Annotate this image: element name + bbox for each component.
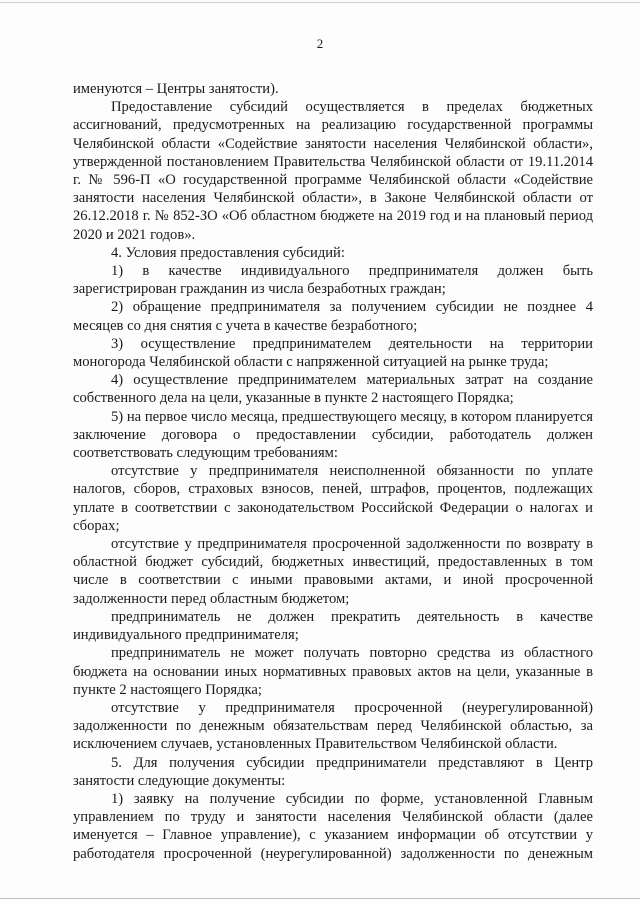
scan-edge-bottom	[0, 898, 640, 899]
paragraph-condition-2: 2) обращение предпринимателя за получением субсидии не позднее 4 месяцев со дня снятия с учета в качестве безработного;	[73, 299, 593, 334]
page-number: 2	[316, 36, 324, 51]
scan-edge-top	[0, 2, 640, 3]
paragraph-section-5-heading: 5. Для получения субсидии предприниматели представляют в Центр занятости следующие документы:	[73, 754, 593, 789]
paragraph-condition-4: 4) осуществление предпринимателем материальных затрат на создание собственного дела на цели, указанные в пункте 2 настоящего Порядка;	[73, 372, 593, 407]
paragraph-requirement-obligations: отсутствие у предпринимателя просроченной (неурегулированной) задолженности по денежным обязательствам перед Челябинской областью, за исключением случаев, установленных Правительством Челябинской области.	[73, 699, 593, 753]
paragraph-requirement-taxes: отсутствие у предпринимателя неисполненной обязанности по уплате налогов, сборов, страховых взносов, пеней, штрафов, процентов, подлежащих уплате в соответствии с законодательством Российской Федерации о налогах и сборах;	[73, 463, 593, 534]
paragraph-requirement-repeat-funds: предприниматель не может получать повторно средства из областного бюджета на основании иных нормативных правовых актов на цели, указанные в пункте 2 настоящего Порядка;	[73, 645, 593, 698]
paragraph-requirement-activity: предприниматель не должен прекратить деятельность в качестве индивидуального предпринимателя;	[73, 608, 593, 644]
paragraph-requirement-budget-debt: отсутствие у предпринимателя просроченной задолженности по возврату в областной бюджет субсидий, бюджетных инвестиций, предоставленных в том числе в соответствии с иными правовыми актами, и иной просроченной задолженности перед областным бюджетом;	[73, 536, 593, 607]
paragraph-section-4-heading: 4. Условия предоставления субсидий:	[111, 244, 345, 261]
paragraph-condition-1: 1) в качестве индивидуального предпринимателя должен быть зарегистрирован гражданин из числа безработных граждан;	[73, 263, 593, 298]
paragraph-condition-5: 5) на первое число месяца, предшествующего месяцу, в котором планируется заключение договора о предоставлении субсидии, работодатель должен соответствовать следующим требованиям:	[73, 408, 593, 462]
document-body	[73, 80, 593, 863]
paragraph-subsidy-funding: Предоставление субсидий осуществляется в пределах бюджетных ассигнований, предусмотренных на реализацию государственной программы Челябинской области «Содействие занятости населения Челябинской области», утвержденной постановлением Правительства Челябинской области от 19.11.2014 г. № 596-П «О государственной программе Челябинской области «Содействие занятости населения Челябинской области», в Законе Челябинской области от 26.12.2018 г. № 852-ЗО «Об областном бюджете на 2019 год и на плановый период 2020 и 2021 годов».	[73, 99, 593, 243]
paragraph-condition-3: 3) осуществление предпринимателем деятельности на территории моногорода Челябинской области с напряженной ситуацией на рынке труда;	[73, 335, 593, 371]
paragraph-document-1: 1) заявку на получение субсидии по форме, установленной Главным управлением по труду и занятости населения Челябинской области (далее именуется – Главное управление), с указанием информации об отсутствии у работодателя просроченной (неурегулированной) задолженности по денежным	[73, 790, 593, 862]
paragraph-continuation: именуются – Центры занятости).	[73, 81, 279, 97]
